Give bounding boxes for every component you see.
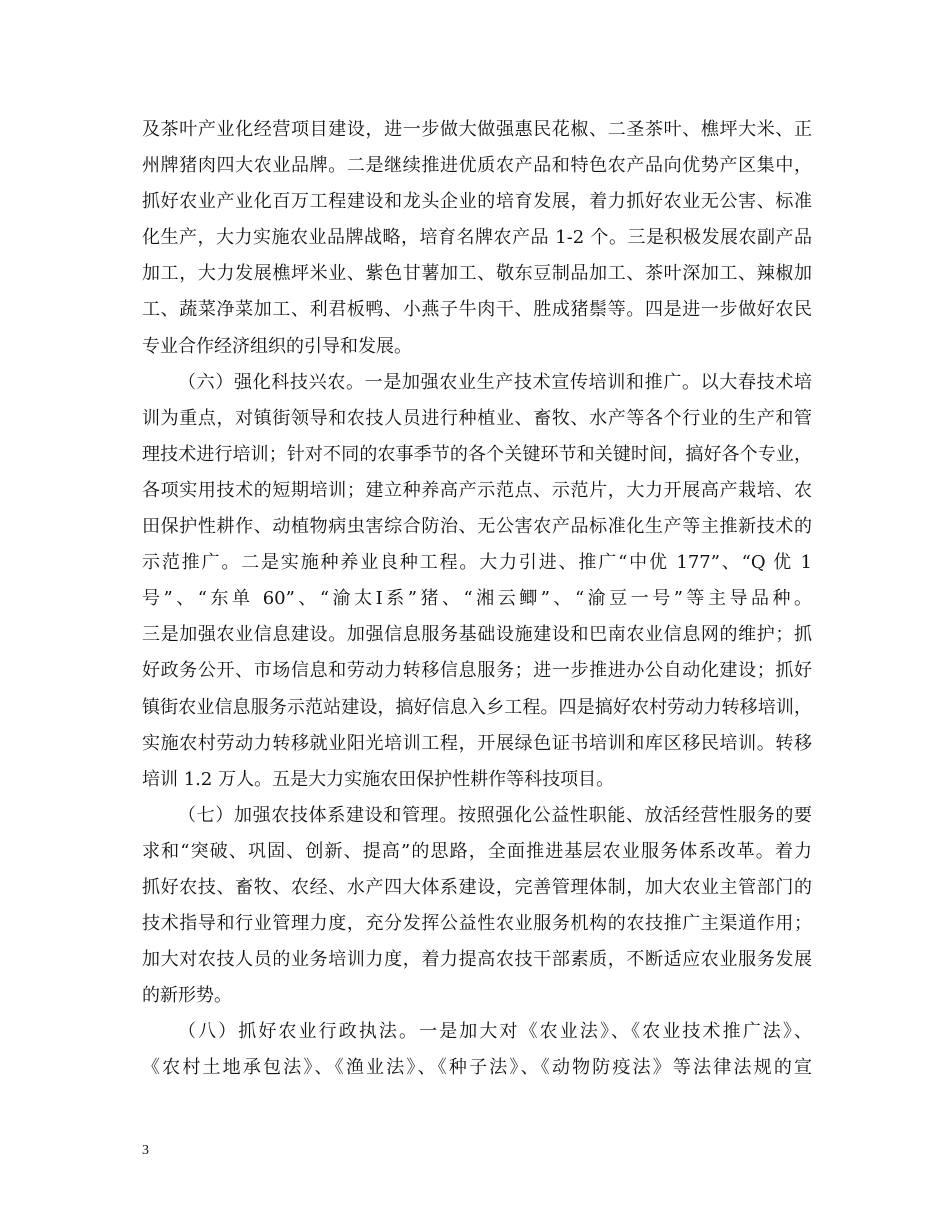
text-line: 镇街农业信息服务示范站建设，搞好信息入乡工程。四是搞好农村劳动力转移培训， xyxy=(142,696,812,718)
text-line: 培训 1.2 万人。五是大力实施农田保护性耕作等科技项目。 xyxy=(142,768,615,790)
text-line: 田保护性耕作、动植物病虫害综合防治、无公害农产品标准化生产等主推新技术的 xyxy=(142,516,812,538)
page-number: 3 xyxy=(142,1143,149,1158)
body-text xyxy=(142,112,812,1087)
text-line: 理技术进行培训；针对不同的农事季节的各个关键环节和关键时间，搞好各个专业， xyxy=(142,443,812,465)
paragraph-eight-start: （八）抓好农业行政执法。一是加大对《农业法》、《农业技术推广法》、 xyxy=(178,1021,812,1043)
text-line: 求和“突破、巩固、创新、提高”的思路，全面推进基层农业服务体系改革。着力 xyxy=(142,840,812,862)
text-line: 工、蔬菜净菜加工、利君板鸭、小燕子牛肉干、胜成猪鬃等。四是进一步做好农民 xyxy=(142,299,812,321)
text-line: 抓好农技、畜牧、农经、水产四大体系建设，完善管理体制，加大农业主管部门的 xyxy=(142,876,812,898)
text-line: 的新形势。 xyxy=(142,985,232,1007)
text-line: 训为重点，对镇街领导和农技人员进行种植业、畜牧、水产等各个行业的生产和管 xyxy=(142,407,812,429)
text-line: 各项实用技术的短期培训；建立种养高产示范点、示范片，大力开展高产栽培、农 xyxy=(142,479,812,501)
paragraph-six-start: （六）强化科技兴农。一是加强农业生产技术宣传培训和推广。以大春技术培 xyxy=(178,371,812,393)
text-line: 加大对农技人员的业务培训力度，着力提高农技干部素质，不断适应农业服务发展 xyxy=(142,949,812,971)
text-line: 实施农村劳动力转移就业阳光培训工程，开展绿色证书培训和库区移民培训。转移 xyxy=(142,732,812,754)
text-line: 专业合作经济组织的引导和发展。 xyxy=(142,335,412,357)
paragraph-seven-start: （七）加强农技体系建设和管理。按照强化公益性职能、放活经营性服务的要 xyxy=(178,804,812,826)
text-line: 示范推广。二是实施种养业良种工程。大力引进、推广“中优 177”、“Q 优 1 xyxy=(142,552,812,574)
text-line: 抓好农业产业化百万工程建设和龙头企业的培育发展，着力抓好农业无公害、标准 xyxy=(142,191,812,213)
text-line: 及茶叶产业化经营项目建设，进一步做大做强惠民花椒、二圣茶叶、樵坪大米、正 xyxy=(142,119,812,140)
text-line: 加工，大力发展樵坪米业、紫色甘薯加工、敬东豆制品加工、茶叶深加工、辣椒加 xyxy=(142,263,812,285)
text-line: 好政务公开、市场信息和劳动力转移信息服务；进一步推进办公自动化建设；抓好 xyxy=(142,660,812,682)
text-line: 州牌猪肉四大农业品牌。二是继续推进优质农产品和特色农产品向优势产区集中， xyxy=(142,155,812,177)
text-line: 化生产，大力实施农业品牌战略，培育名牌农产品 1-2 个。三是积极发展农副产品 xyxy=(142,227,812,249)
text-line: 《农村土地承包法》、《渔业法》、《种子法》、《动物防疫法》等法律法规的宣 xyxy=(142,1057,812,1079)
text-line: 技术指导和行业管理力度，充分发挥公益性农业服务机构的农技推广主渠道作用； xyxy=(142,913,812,935)
text-line: 号”、“东单 60”、“渝太Ⅰ系”猪、“湘云鲫”、“渝豆一号”等主导品种。 xyxy=(142,588,812,610)
text-line: 三是加强农业信息建设。加强信息服务基础设施建设和巴南农业信息网的维护；抓 xyxy=(142,624,812,646)
